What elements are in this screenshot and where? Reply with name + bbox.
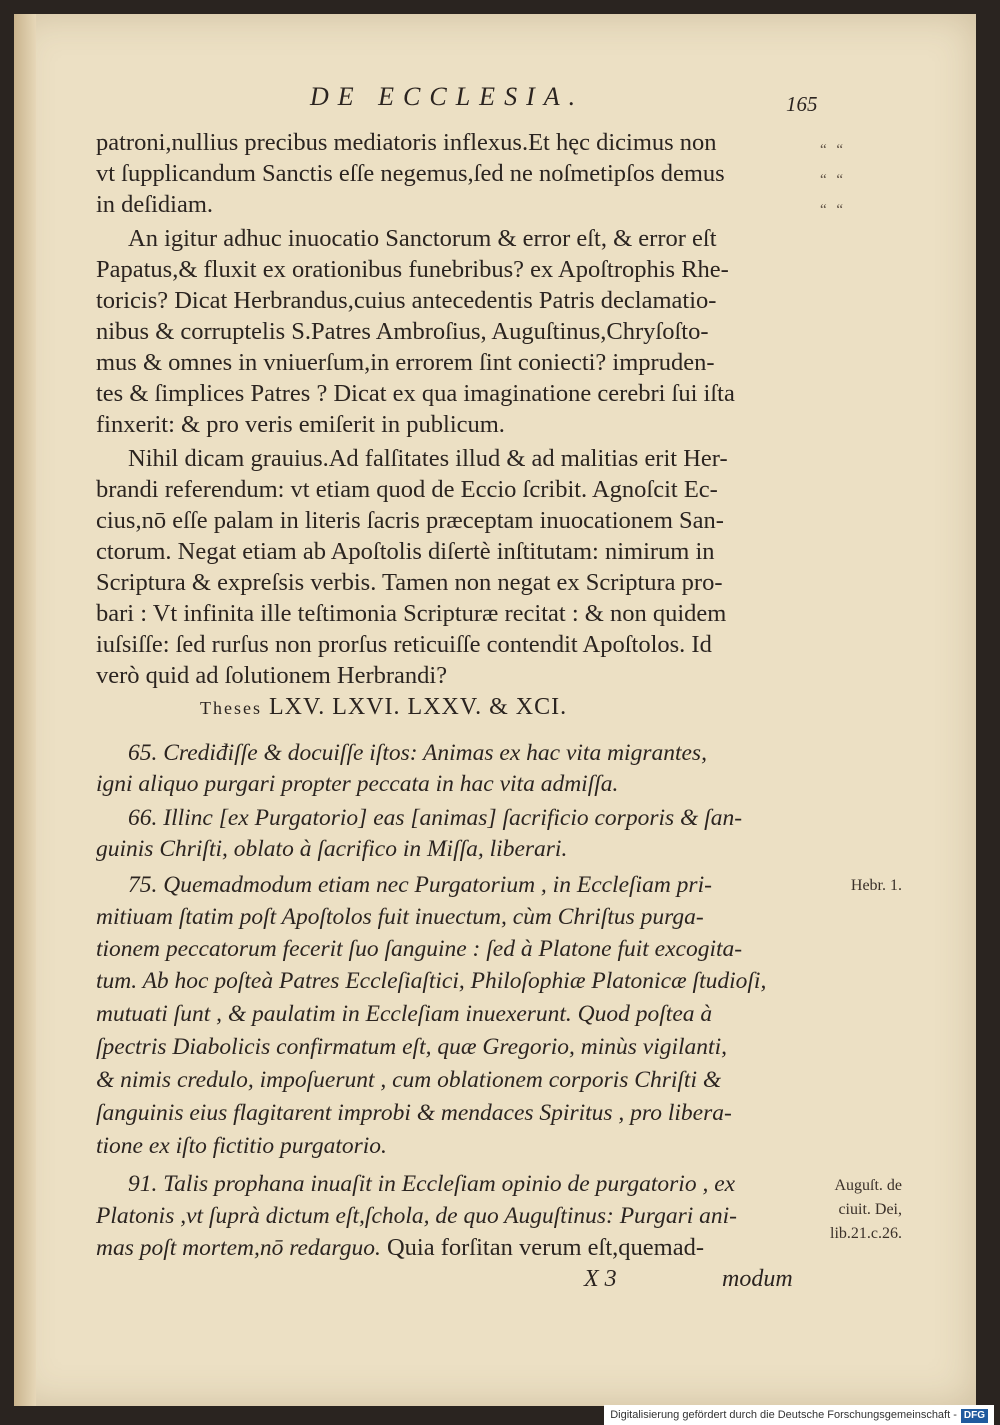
quote-line: tione ex iſto fictitio purgatorio. <box>96 1133 387 1159</box>
body-line: mus & omnes in vniuerſum,in errorem ſint coniecti? impruden- <box>96 349 715 376</box>
page-text <box>14 14 976 1406</box>
quote-line: 66. Illinc [ex Purgatorio] eas [animas] ſacrificio corporis & ſan- <box>128 805 743 831</box>
body-line: iuſsiſſe: ſed rurſus non prorſus reticuiſſe contendit Apoſtolos. Id <box>96 631 712 658</box>
margin-mark: “ “ <box>820 142 847 158</box>
quote-line: mitiuam ſtatim poſt Apoſtolos fuit inuectum, cùm Chriſtus purga- <box>96 904 704 930</box>
quote-line: guinis Chriſti, oblato à ſacrifico in Miſſa, liberari. <box>96 836 568 862</box>
body-line: ctorum. Negat etiam ab Apoſtolis diſertè inſtitutam: nimirum in <box>96 538 715 565</box>
body-line: Papatus,& fluxit ex orationibus funebribus? ex Apoſtrophis Rhe- <box>96 256 729 283</box>
signature-mark: X 3 <box>584 1266 617 1292</box>
footer-credit <box>604 1405 994 1425</box>
body-line: toricis? Dicat Herbrandus,cuius antecedentis Patris declamatio- <box>96 287 717 314</box>
body-line: finxerit: & pro veris emiſerit in publicum. <box>96 411 505 438</box>
margin-mark: “ “ <box>820 172 847 188</box>
quote-line: 65. Crediđiſſe & docuiſſe iſtos: Animas ex hac vita migrantes, <box>128 740 707 766</box>
quote-line-mixed <box>96 1233 704 1263</box>
dfg-logo: DFG <box>961 1409 988 1423</box>
body-line: cius,nō eſſe palam in literis ſacris præceptam inuocationem San- <box>96 507 724 534</box>
body-line: bari : Vt infinita ille teſtimonia Scripturæ recitat : & non quidem <box>96 600 727 627</box>
body-line: Scriptura & expreſsis verbis. Tamen non negat ex Scriptura pro- <box>96 569 723 596</box>
body-line: Nihil dicam grauius.Ad falſitates illud & ad malitias erit Her- <box>128 445 728 472</box>
quote-line: mutuati ſunt , & paulatim in Eccleſiam inuexerunt. Quod poſtea à <box>96 1001 713 1027</box>
quote-line: 91. Talis prophana inuaſit in Eccleſiam opinio de purgatorio , ex <box>128 1171 736 1197</box>
quote-italic-part: mas poſt mortem,nō redarguo. <box>96 1235 381 1261</box>
quote-line: ſpectris Diabolicis confirmatum eſt, quæ Gregorio, minùs vigilanti, <box>96 1034 727 1060</box>
body-line: verò quid ad ſolutionem Herbrandi? <box>96 662 448 689</box>
quote-line: & nimis credulo, impoſuerunt , cum oblationem corporis Chriſti & <box>96 1067 722 1093</box>
running-title: DE ECCLESIA. <box>310 82 585 111</box>
quote-line: 75. Quemadmodum etiam nec Purgatorium , in Eccleſiam pri- <box>128 872 712 898</box>
quote-line: Platonis ,vt ſuprà dictum eſt,ſchola, de quo Auguſtinus: Purgari ani- <box>96 1203 737 1229</box>
body-line: patroni,nullius precibus mediatoris inflexus.Et hęc dicimus non <box>96 129 717 156</box>
theses-numbers: LXV. LXVI. LXXV. & XCI. <box>261 694 568 720</box>
side-note-hebr: Hebr. 1. <box>850 877 902 894</box>
body-line: brandi referendum: vt etiam quod de Eccio ſcribit. Agnoſcit Ec- <box>96 476 718 503</box>
book-page <box>14 14 976 1406</box>
body-line: nibus & corruptelis S.Patres Ambroſius, Auguſtinus,Chryſoſto- <box>96 318 709 345</box>
body-line: tes & ſimplices Patres ? Dicat ex qua imaginatione cerebri ſui iſta <box>96 380 735 407</box>
quote-line: tionem peccatorum fecerit ſuo ſanguine : ſed à Platone fuit excogita- <box>96 936 743 962</box>
catchword: modum <box>722 1266 793 1292</box>
footer-text: Digitalisierung gefördert durch die Deutsche Forschungsgemeinschaft - <box>610 1409 957 1421</box>
quote-line: igni aliquo purgari propter peccata in hac vita admiſſa. <box>96 771 619 797</box>
body-line: in deſidiam. <box>96 191 214 218</box>
body-line: An igitur adhuc inuocatio Sanctorum & error eſt, & error eſt <box>128 225 717 252</box>
quote-line: ſanguinis eius flagitarent improbi & mendaces Spiritus , pro libera- <box>96 1100 732 1126</box>
theses-prefix: Theses <box>200 698 262 718</box>
side-note-august-3: lib.21.c.26. <box>830 1225 902 1242</box>
side-note-august-1: Auguſt. de <box>834 1177 902 1194</box>
quote-roman-part: Quia forſitan verum eſt,quemad- <box>380 1234 704 1261</box>
quote-line: tum. Ab hoc poſteà Patres Eccleſiaſtici, Philoſophiæ Platonicæ ſtudioſi, <box>96 968 767 994</box>
body-line: vt ſupplicandum Sanctis eſſe negemus,ſed ne noſmetipſos demus <box>96 160 725 187</box>
theses-heading <box>200 694 567 721</box>
margin-mark: “ “ <box>820 202 847 218</box>
page-number: 165 <box>786 92 818 116</box>
side-note-august-2: ciuit. Dei, <box>838 1201 902 1218</box>
